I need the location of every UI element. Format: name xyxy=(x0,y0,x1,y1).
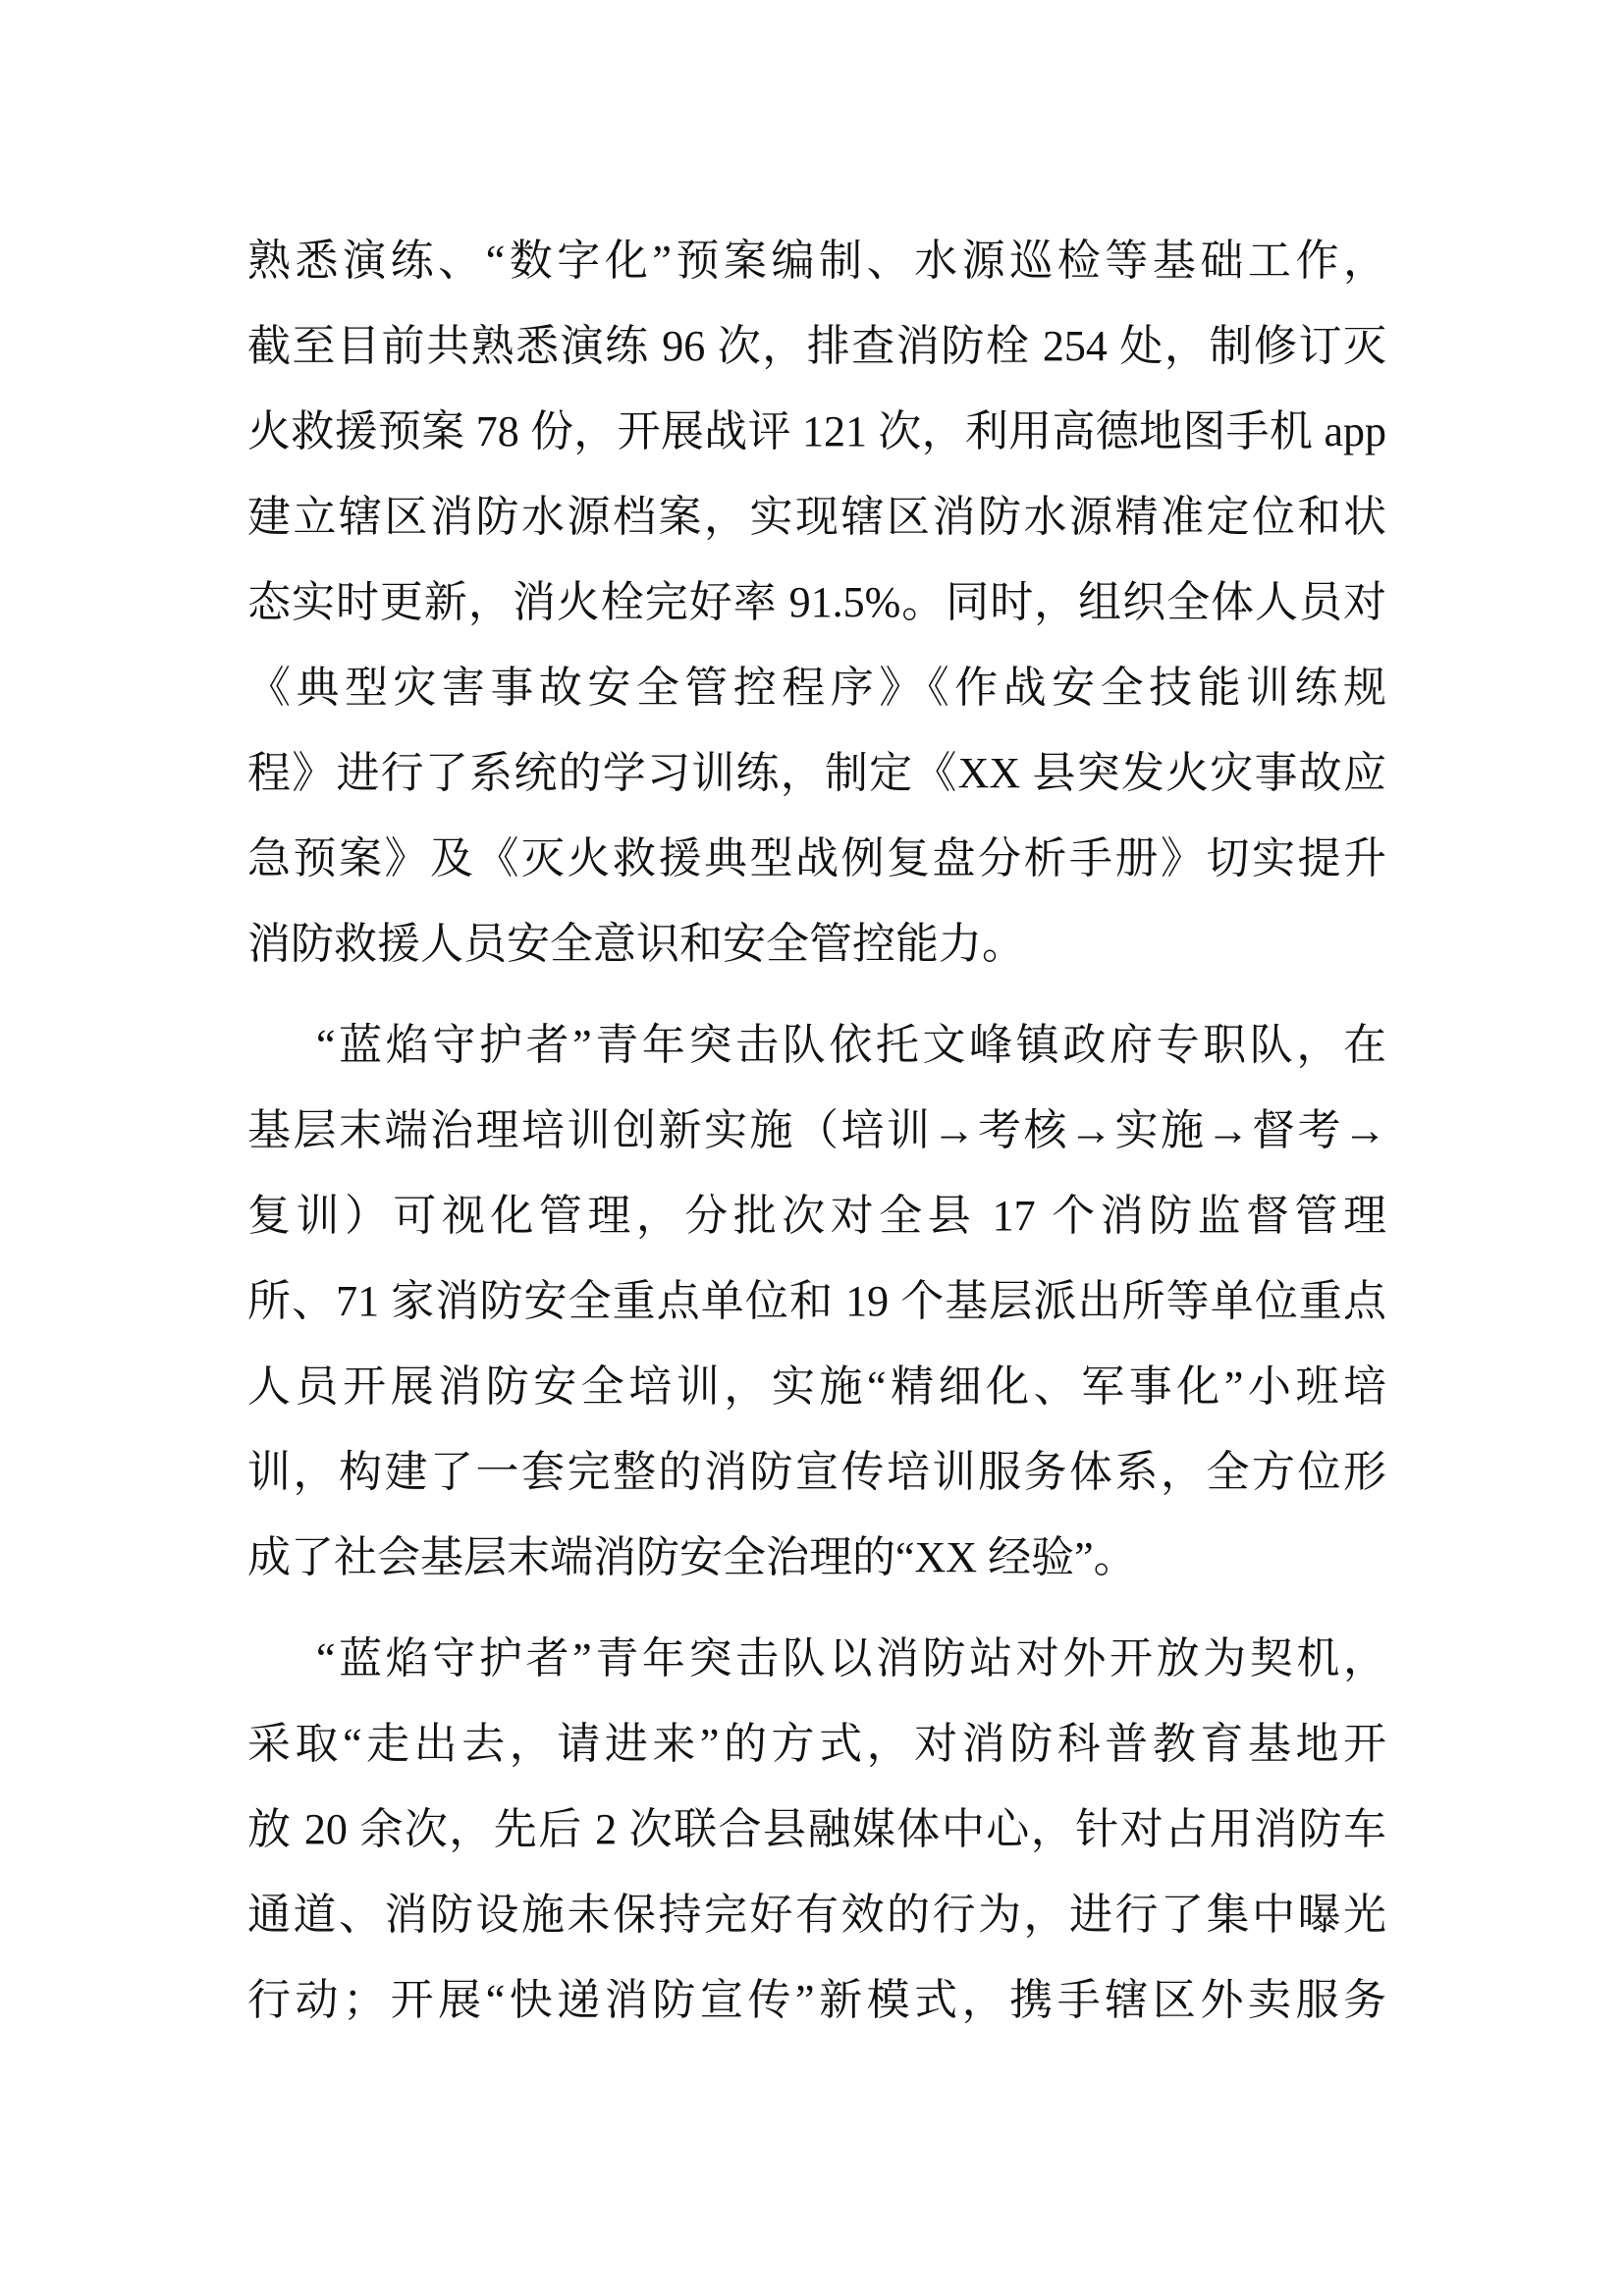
text-line: 程》进行了系统的学习训练，制定《XX 县突发火灾事故应 xyxy=(247,749,1386,797)
text-line: 人员开展消防安全培训，实施“精细化、军事化”小班培 xyxy=(247,1362,1386,1411)
paragraph-2 xyxy=(247,1002,1386,1600)
text-line: 行动；开展“快递消防宣传”新模式，携手辖区外卖服务 xyxy=(247,1976,1386,2024)
text-line: 训，构建了一套完整的消防宣传培训服务体系，全方位形 xyxy=(247,1448,1386,1496)
text-line: 消防救援人员安全意识和安全管控能力。 xyxy=(247,920,1025,968)
text-line: 态实时更新，消火栓完好率 91.5%。同时，组织全体人员对 xyxy=(247,578,1386,626)
text-line: 复训）可视化管理，分批次对全县 17 个消防监督管理 xyxy=(247,1192,1386,1240)
text-line: 火救援预案 78 份，开展战评 121 次，利用高德地图手机 app xyxy=(247,407,1386,455)
text-line: 建立辖区消防水源档案，实现辖区消防水源精准定位和状 xyxy=(247,493,1386,541)
text-line: “蓝焰守护者”青年突击队依托文峰镇政府专职队，在 xyxy=(316,1021,1386,1069)
paragraph-3 xyxy=(247,1616,1386,2043)
text-line: “蓝焰守护者”青年突击队以消防站对外开放为契机， xyxy=(316,1634,1386,1682)
text-line: 通道、消防设施未保持完好有效的行为，进行了集中曝光 xyxy=(247,1891,1386,1939)
text-line: 急预案》及《灭火救援典型战例复盘分析手册》切实提升 xyxy=(247,834,1386,882)
text-line: 基层末端治理培训创新实施（培训→考核→实施→督考→ xyxy=(247,1106,1386,1154)
paragraph-1 xyxy=(247,218,1386,987)
text-line: 截至目前共熟悉演练 96 次，排查消防栓 254 处，制修订灭 xyxy=(247,322,1386,370)
text-line: 《典型灾害事故安全管控程序》《作战安全技能训练规 xyxy=(247,664,1386,712)
text-line: 放 20 余次，先后 2 次联合县融媒体中心，针对占用消防车 xyxy=(247,1805,1386,1853)
text-line: 成了社会基层末端消防安全治理的“XX 经验”。 xyxy=(247,1533,1137,1581)
text-line: 所、71 家消防安全重点单位和 19 个基层派出所等单位重点 xyxy=(247,1277,1386,1325)
document-page xyxy=(247,218,1386,2058)
text-line: 采取“走出去，请进来”的方式，对消防科普教育基地开 xyxy=(247,1720,1386,1768)
text-line: 熟悉演练、“数字化”预案编制、水源巡检等基础工作， xyxy=(247,237,1386,285)
